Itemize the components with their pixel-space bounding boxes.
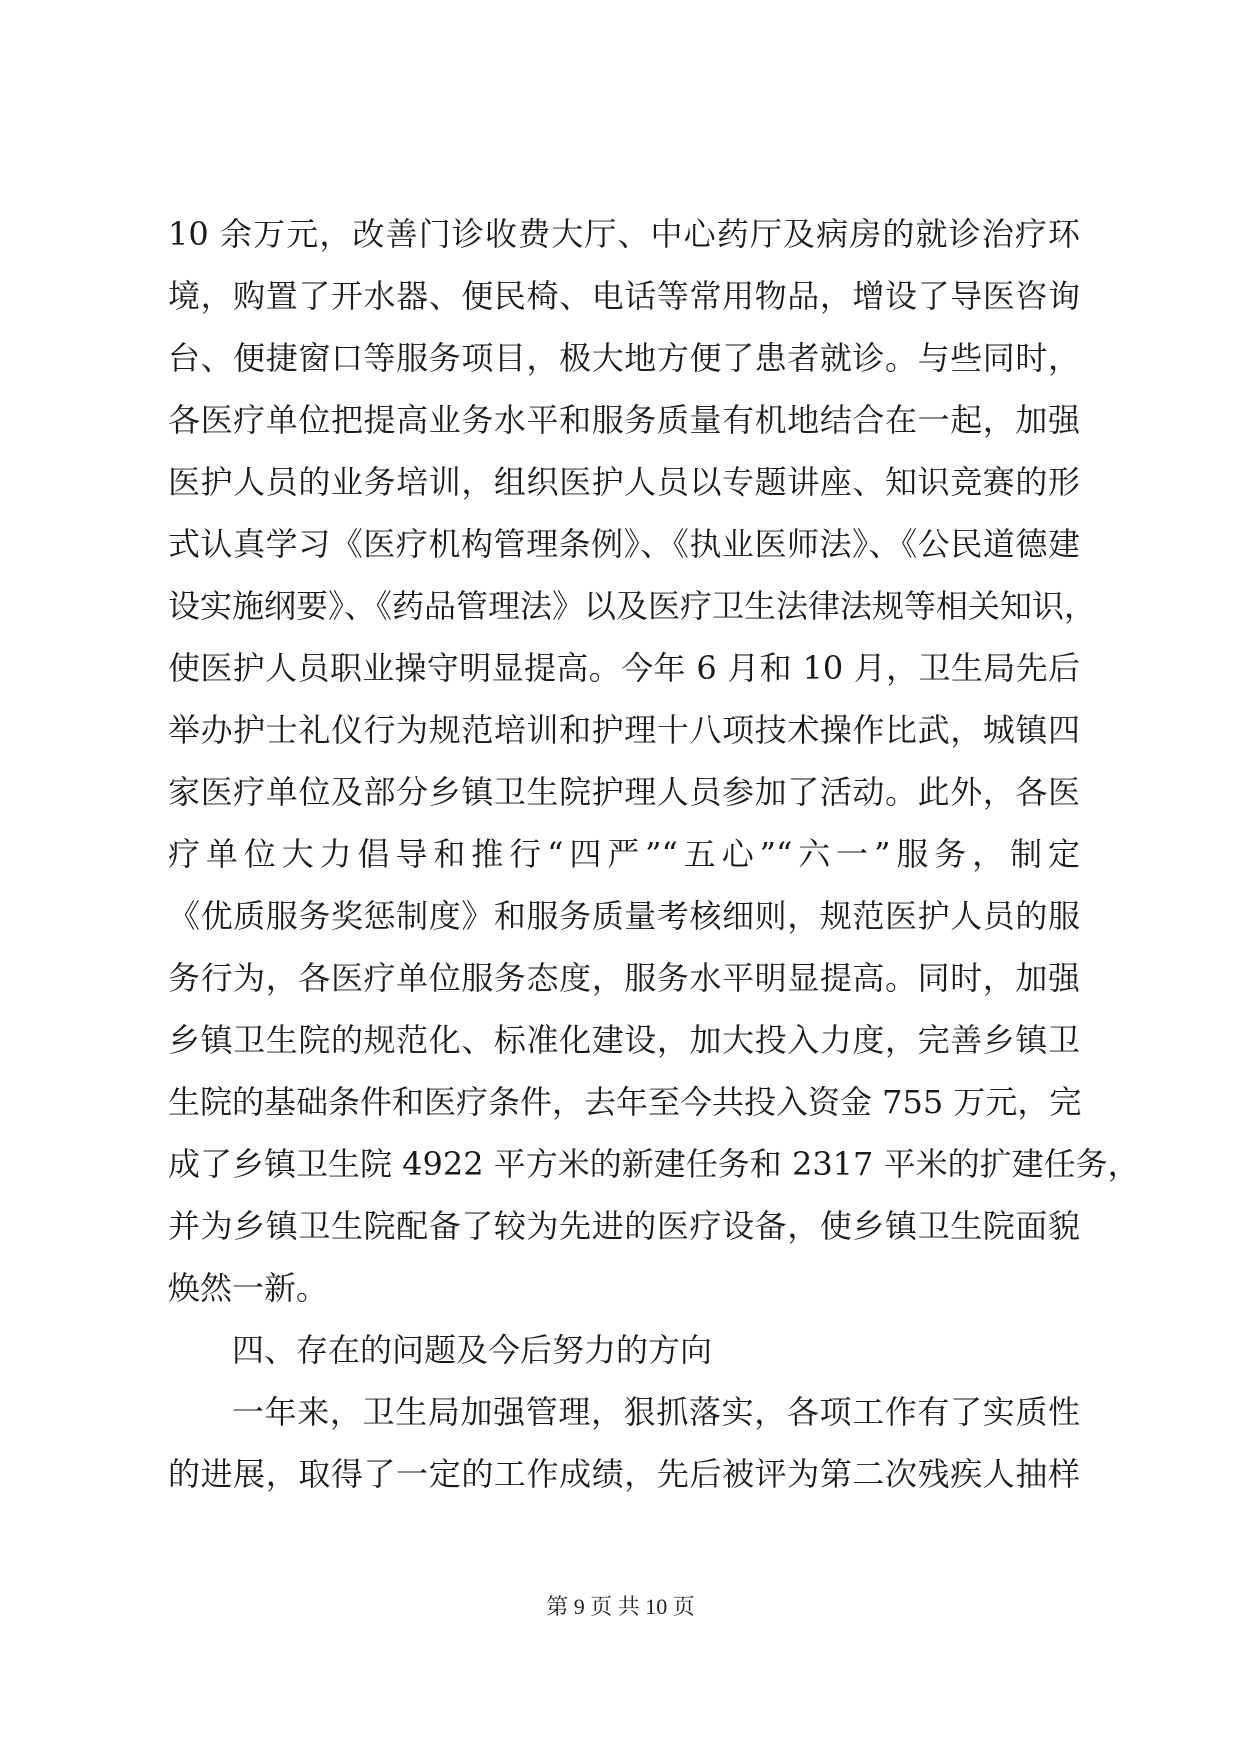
body-line: 医护人员的业务培训，组织医护人员以专题讲座、知识竞赛的形 xyxy=(168,463,1080,501)
body-line: 10 余万元，改善门诊收费大厅、中心药厅及病房的就诊治疗环 xyxy=(168,215,1080,253)
body-line: 的进展，取得了一定的工作成绩，先后被评为第二次残疾人抽样 xyxy=(168,1455,1080,1493)
body-line: 一年来，卫生局加强管理，狠抓落实，各项工作有了实质性 xyxy=(232,1393,1080,1431)
page-number-footer: 第 9 页 共 10 页 xyxy=(546,1594,695,1619)
section-heading: 四、存在的问题及今后努力的方向 xyxy=(232,1331,713,1369)
body-line: 家医疗单位及部分乡镇卫生院护理人员参加了活动。此外，各医 xyxy=(168,773,1080,811)
body-line: 《优质服务奖惩制度》和服务质量考核细则，规范医护人员的服 xyxy=(168,897,1080,935)
body-line: 生院的基础条件和医疗条件，去年至今共投入资金 755 万元，完 xyxy=(168,1083,1082,1121)
body-line: 式认真学习《医疗机构管理条例》、《执业医师法》、《公民道德建 xyxy=(168,525,1080,563)
body-line: 疗单位大力倡导和推行“四严”“五心”“六一”服务，制定 xyxy=(168,835,1080,873)
body-line: 并为乡镇卫生院配备了较为先进的医疗设备，使乡镇卫生院面貌 xyxy=(168,1207,1080,1245)
body-line: 务行为，各医疗单位服务态度，服务水平明显提高。同时，加强 xyxy=(168,959,1080,997)
body-line: 乡镇卫生院的规范化、标准化建设，加大投入力度，完善乡镇卫 xyxy=(168,1021,1080,1059)
body-line: 使医护人员职业操守明显提高。今年 6 月和 10 月，卫生局先后 xyxy=(168,649,1080,687)
body-line: 各医疗单位把提高业务水平和服务质量有机地结合在一起，加强 xyxy=(168,401,1080,439)
body-line: 台、便捷窗口等服务项目，极大地方便了患者就诊。与些同时， xyxy=(168,339,1080,377)
body-line: 焕然一新。 xyxy=(168,1269,329,1307)
body-line: 设实施纲要》、《药品管理法》以及医疗卫生法律法规等相关知识， xyxy=(168,587,1097,625)
body-line: 境，购置了开水器、便民椅、电话等常用物品，增设了导医咨询 xyxy=(168,277,1080,315)
body-line: 举办护士礼仪行为规范培训和护理十八项技术操作比武，城镇四 xyxy=(168,711,1080,749)
body-line: 成了乡镇卫生院 4922 平方米的新建任务和 2317 平米的扩建任务， xyxy=(168,1145,1140,1183)
